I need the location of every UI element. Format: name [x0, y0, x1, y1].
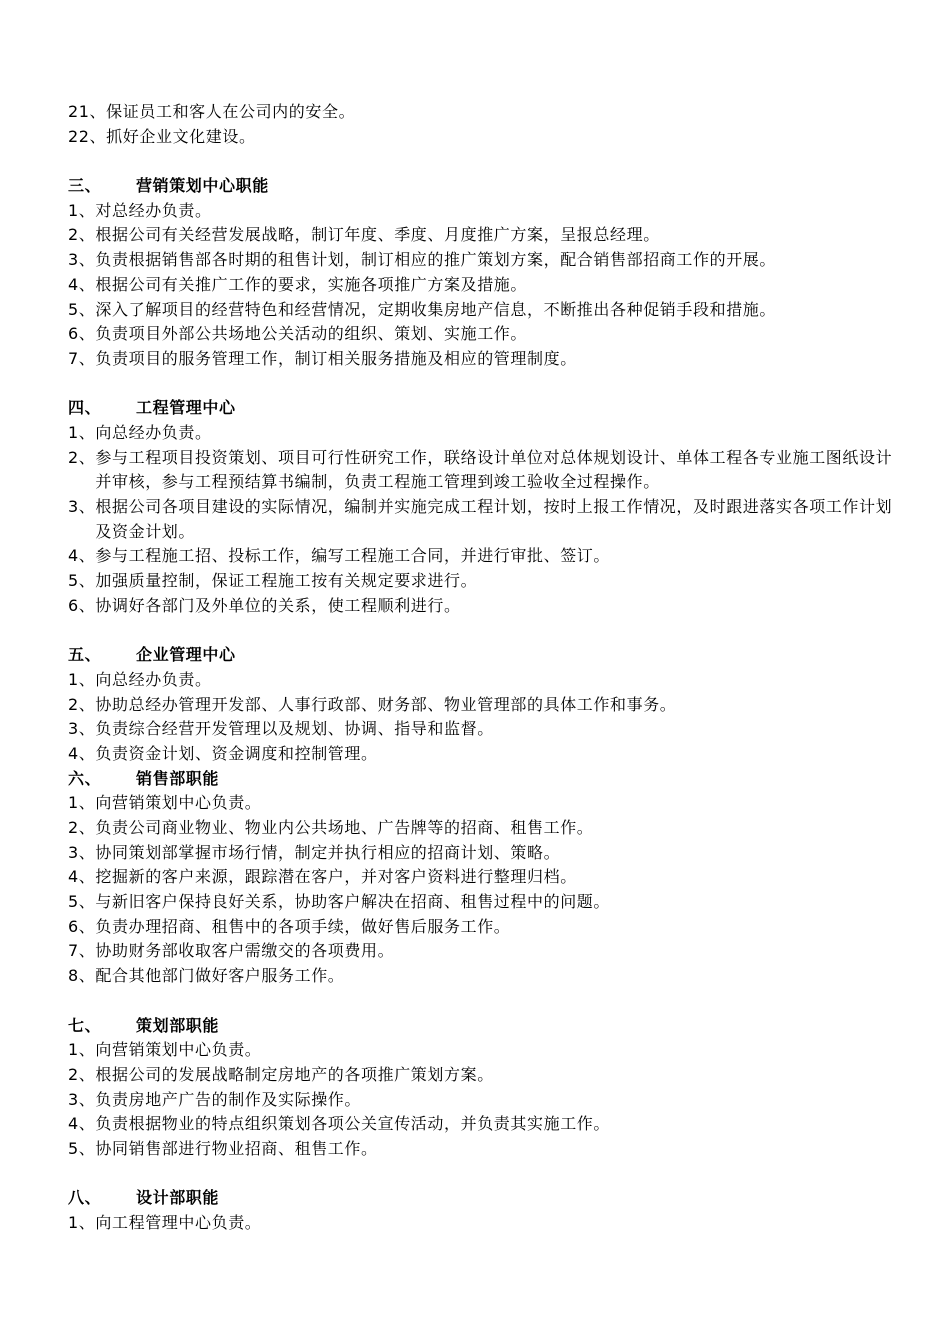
list-item [68, 939, 898, 964]
item-number: 6、 [68, 916, 96, 936]
list-item [68, 298, 898, 323]
section-spacer [68, 1162, 898, 1187]
section-heading [68, 396, 898, 421]
item-number: 2、 [68, 694, 96, 714]
item-text: 保证员工和客人在公司内的安全。 [106, 102, 356, 121]
section-spacer [68, 372, 898, 397]
section-heading [68, 643, 898, 668]
list-item [68, 495, 898, 544]
item-text: 负责根据销售部各时期的租售计划，制订相应的推广策划方案，配合销售部招商工作的开展。 [95, 250, 776, 270]
section-number: 八、 [68, 1188, 102, 1208]
item-number: 4、 [68, 867, 96, 887]
item-text: 抓好企业文化建设。 [106, 126, 256, 146]
item-number: 1、 [68, 1213, 96, 1232]
item-number: 2、 [68, 225, 96, 245]
list-item [68, 594, 898, 619]
item-text: 向营销策划中心负责。 [95, 793, 262, 813]
section-title: 设计部职能 [136, 1188, 220, 1208]
item-number: 3、 [68, 842, 96, 862]
item-number: 5、 [68, 1138, 96, 1158]
section-spacer [68, 619, 898, 644]
item-number: 8、 [68, 966, 96, 986]
item-text: 向总经办负责。 [95, 422, 212, 442]
list-item [68, 1063, 898, 1088]
list-item [68, 668, 898, 693]
item-text: 负责项目外部公共场地公关活动的组织、策划、实施工作。 [95, 324, 527, 344]
item-number: 1、 [68, 1040, 96, 1060]
item-text: 协助财务部收取客户需缴交的各项费用。 [95, 941, 395, 961]
section-number: 四、 [68, 398, 102, 418]
item-text: 根据公司各项目建设的实际情况，编制并实施完成工程计划，按时上报工作情况，及时跟进落实各项工作计划及资金计划。 [95, 497, 893, 541]
item-number: 5、 [68, 299, 96, 319]
item-text: 负责综合经营开发管理以及规划、协调、指导和监督。 [95, 719, 494, 739]
list-item [68, 347, 898, 372]
list-item [68, 125, 898, 150]
item-text: 负责办理招商、租售中的各项手续，做好售后服务工作。 [95, 916, 511, 936]
item-text: 负责根据物业的特点组织策划各项公关宣传活动，并负责其实施工作。 [95, 1114, 610, 1134]
item-text: 负责房地产广告的制作及实际操作。 [95, 1089, 361, 1109]
list-item [68, 322, 898, 347]
item-number: 3、 [68, 250, 96, 270]
section [68, 1162, 898, 1236]
item-number: 5、 [68, 571, 96, 591]
item-text: 负责资金计划、资金调度和控制管理。 [95, 743, 378, 763]
item-text: 协调好各部门及外单位的关系，使工程顺利进行。 [95, 595, 461, 615]
list-item [68, 446, 898, 495]
list-item [68, 569, 898, 594]
item-number: 22、 [68, 126, 107, 146]
item-text: 参与工程施工招、投标工作，编写工程施工合同，并进行审批、签订。 [95, 546, 610, 566]
list-item [68, 1112, 898, 1137]
list-item [68, 791, 898, 816]
list-item [68, 223, 898, 248]
item-number: 4、 [68, 1114, 96, 1134]
item-text: 协同销售部进行物业招商、租售工作。 [95, 1138, 378, 1158]
list-item [68, 915, 898, 940]
section-number: 六、 [68, 768, 102, 788]
section-spacer [68, 989, 898, 1014]
item-number: 1、 [68, 200, 96, 220]
item-text: 深入了解项目的经营特色和经营情况，定期收集房地产信息，不断推出各种促销手段和措施。 [95, 299, 776, 319]
item-number: 7、 [68, 348, 96, 368]
item-number: 2、 [68, 447, 96, 467]
section [68, 149, 898, 371]
list-item [68, 1088, 898, 1113]
item-text: 协同策划部掌握市场行情，制定并执行相应的招商计划、策略。 [95, 842, 561, 862]
item-text: 加强质量控制，保证工程施工按有关规定要求进行。 [95, 571, 478, 591]
section-heading [68, 1014, 898, 1039]
item-text: 根据公司有关经营发展战略，制订年度、季度、月度推广方案，呈报总经理。 [95, 225, 660, 245]
item-text: 根据公司的发展战略制定房地产的各项推广策划方案。 [95, 1064, 494, 1084]
list-item [68, 273, 898, 298]
list-item [68, 1211, 898, 1236]
list-item [68, 693, 898, 718]
section-title: 企业管理中心 [136, 645, 236, 665]
item-number: 1、 [68, 793, 96, 813]
section [68, 767, 898, 989]
item-text: 对总经办负责。 [95, 200, 212, 220]
item-number: 7、 [68, 941, 96, 961]
item-number: 4、 [68, 743, 96, 763]
item-text: 负责项目的服务管理工作，制订相关服务措施及相应的管理制度。 [95, 348, 577, 368]
list-item [68, 964, 898, 989]
section-number: 五、 [68, 645, 102, 665]
item-number: 2、 [68, 1064, 96, 1084]
item-number: 6、 [68, 324, 96, 344]
item-number: 3、 [68, 497, 96, 517]
item-number: 5、 [68, 892, 96, 912]
item-text: 负责公司商业物业、物业内公共场地、广告牌等的招商、租售工作。 [95, 818, 594, 837]
list-item [68, 248, 898, 273]
section-title: 策划部职能 [136, 1015, 220, 1035]
list-item [68, 816, 898, 841]
section-title: 营销策划中心职能 [136, 176, 269, 196]
section-number: 七、 [68, 1015, 102, 1035]
item-text: 向营销策划中心负责。 [95, 1040, 262, 1060]
section-spacer [68, 149, 898, 174]
section-heading [68, 767, 898, 792]
section-heading [68, 174, 898, 199]
section-number: 三、 [68, 176, 102, 196]
item-number: 6、 [68, 595, 96, 615]
item-number: 2、 [68, 818, 96, 837]
list-item [68, 1038, 898, 1063]
section [68, 619, 898, 767]
item-text: 协助总经办管理开发部、人事行政部、财务部、物业管理部的具体工作和事务。 [95, 694, 677, 714]
list-item [68, 1137, 898, 1162]
item-text: 参与工程项目投资策划、项目可行性研究工作，联络设计单位对总体规划设计、单体工程各专业施工图纸设计并审核，参与工程预结算书编制，负责工程施工管理到竣工验收全过程操作。 [95, 447, 893, 492]
list-item [68, 742, 898, 767]
item-number: 4、 [68, 546, 96, 566]
item-text: 根据公司有关推广工作的要求，实施各项推广方案及措施。 [95, 274, 527, 294]
item-text: 与新旧客户保持良好关系，协助客户解决在招商、租售过程中的问题。 [95, 892, 610, 912]
section-title: 销售部职能 [136, 768, 220, 788]
intro-list [68, 100, 898, 149]
list-item [68, 199, 898, 224]
item-number: 21、 [68, 102, 107, 121]
section-title: 工程管理中心 [136, 398, 236, 418]
item-number: 4、 [68, 274, 96, 294]
sections-container [68, 149, 898, 1235]
list-item [68, 544, 898, 569]
section [68, 372, 898, 619]
item-text: 配合其他部门做好客户服务工作。 [95, 966, 345, 986]
list-item [68, 421, 898, 446]
item-number: 3、 [68, 1089, 96, 1109]
list-item [68, 717, 898, 742]
list-item [68, 890, 898, 915]
item-text: 向总经办负责。 [95, 669, 212, 689]
section [68, 989, 898, 1162]
list-item [68, 865, 898, 890]
list-item [68, 100, 898, 125]
item-text: 向工程管理中心负责。 [95, 1213, 262, 1232]
section-heading [68, 1186, 898, 1211]
item-number: 3、 [68, 719, 96, 739]
item-number: 1、 [68, 422, 96, 442]
item-text: 挖掘新的客户来源，跟踪潜在客户，并对客户资料进行整理归档。 [95, 867, 577, 887]
document-body [68, 100, 898, 1236]
item-number: 1、 [68, 669, 96, 689]
list-item [68, 841, 898, 866]
